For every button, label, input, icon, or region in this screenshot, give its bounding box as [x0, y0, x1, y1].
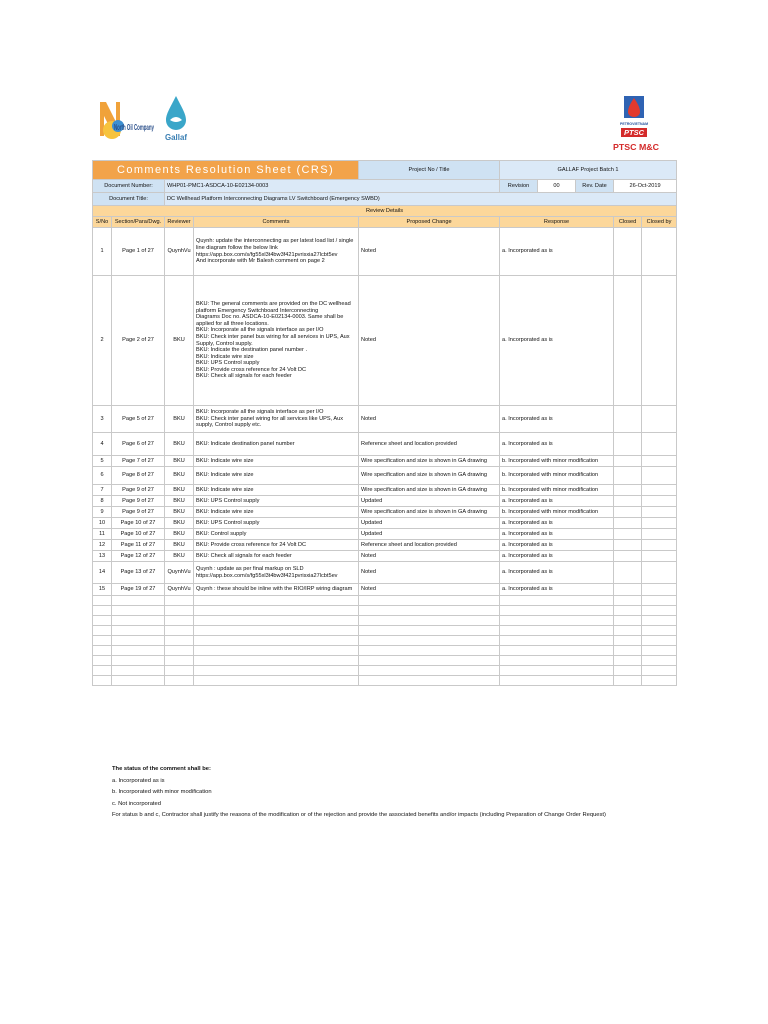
row-closed-by	[642, 507, 677, 518]
empty-row	[93, 666, 677, 676]
row-comments: BKU: The general comments are provided on the DC wellhead platform Emergency Switchboard Interconnecting Diagrams Doc no. ASDCA-10-E02134-0003. Same shall be applied for all three locations. BKU: Incorporate all the signals interface as per I/O BKU: Check inter panel bus wiring for all services in UPS, Aux Supply, Control supply. BKU: Indicate the destination panel number . BKU: Indicate wire size BKU: UPS Control supply BKU: Provide cross reference for 24 Volt DC BKU: Check all signals for each feeder	[194, 276, 359, 406]
gallaf-logo	[162, 94, 190, 144]
empty-cell	[194, 666, 359, 676]
empty-cell	[112, 636, 165, 646]
table-row	[93, 456, 677, 467]
empty-cell	[359, 656, 500, 666]
row-section: Page 7 of 27	[112, 456, 165, 467]
row-proposed-change: Wire specification and size is shown in GA drawing	[359, 456, 500, 467]
empty-cell	[112, 656, 165, 666]
row-closed	[614, 276, 642, 406]
row-response: a. Incorporated as is	[500, 551, 614, 562]
row-sno: 5	[93, 456, 112, 467]
row-response: a. Incorporated as is	[500, 529, 614, 540]
col-header-sno: S/No	[93, 217, 112, 228]
row-comments: Quynh: update the interconnecting as per latest load list / single line diagram follow the below link https://app.box.com/s/fg55xl3t4bw3f421pvrisxia27lcbt5ev And incorporate with Mr Balesh comment on page 2	[194, 228, 359, 276]
row-sno: 8	[93, 496, 112, 507]
row-response: a. Incorporated as is	[500, 433, 614, 456]
row-closed-by	[642, 518, 677, 529]
project-value: GALLAF Project Batch 1	[500, 161, 677, 180]
empty-cell	[165, 676, 194, 686]
row-response: b. Incorporated with minor modification	[500, 467, 614, 485]
empty-cell	[359, 666, 500, 676]
row-reviewer: BKU	[165, 507, 194, 518]
table-row	[93, 540, 677, 551]
row-reviewer: BKU	[165, 529, 194, 540]
empty-cell	[614, 636, 642, 646]
empty-row	[93, 656, 677, 666]
row-section: Page 19 of 27	[112, 584, 165, 596]
row-section: Page 8 of 27	[112, 467, 165, 485]
empty-cell	[359, 616, 500, 626]
row-closed-by	[642, 540, 677, 551]
empty-cell	[500, 656, 614, 666]
row-reviewer: QuynhVu	[165, 228, 194, 276]
row-closed	[614, 456, 642, 467]
empty-cell	[194, 626, 359, 636]
row-sno: 10	[93, 518, 112, 529]
empty-cell	[642, 656, 677, 666]
empty-row	[93, 676, 677, 686]
empty-cell	[500, 616, 614, 626]
row-sno: 14	[93, 562, 112, 584]
row-section: Page 1 of 27	[112, 228, 165, 276]
doc-title-label: Document Title:	[93, 193, 165, 206]
row-section: Page 10 of 27	[112, 518, 165, 529]
row-closed-by	[642, 456, 677, 467]
empty-cell	[112, 676, 165, 686]
empty-cell	[93, 646, 112, 656]
row-section: Page 9 of 27	[112, 496, 165, 507]
revision-label: Revision	[500, 180, 537, 192]
empty-cell	[194, 606, 359, 616]
row-reviewer: BKU	[165, 540, 194, 551]
empty-cell	[165, 606, 194, 616]
row-closed-by	[642, 496, 677, 507]
empty-row	[93, 606, 677, 616]
row-section: Page 6 of 27	[112, 433, 165, 456]
empty-cell	[614, 606, 642, 616]
row-reviewer: BKU	[165, 518, 194, 529]
row-closed	[614, 406, 642, 433]
empty-row	[93, 616, 677, 626]
row-sno: 15	[93, 584, 112, 596]
row-closed	[614, 584, 642, 596]
empty-cell	[165, 596, 194, 606]
empty-cell	[359, 676, 500, 686]
empty-cell	[614, 656, 642, 666]
row-comments: BKU: Provide cross reference for 24 Volt DC	[194, 540, 359, 551]
status-legend	[112, 764, 606, 822]
row-section: Page 13 of 27	[112, 562, 165, 584]
row-proposed-change: Updated	[359, 518, 500, 529]
empty-cell	[165, 666, 194, 676]
empty-cell	[112, 596, 165, 606]
empty-cell	[642, 636, 677, 646]
empty-cell	[112, 616, 165, 626]
row-comments: BKU: UPS Control supply	[194, 518, 359, 529]
table-row	[93, 529, 677, 540]
row-closed	[614, 562, 642, 584]
table-row	[93, 496, 677, 507]
table-row	[93, 518, 677, 529]
row-closed	[614, 540, 642, 551]
empty-cell	[93, 656, 112, 666]
empty-cell	[165, 656, 194, 666]
row-proposed-change: Noted	[359, 406, 500, 433]
empty-cell	[194, 636, 359, 646]
empty-row	[93, 626, 677, 636]
row-response: a. Incorporated as is	[500, 496, 614, 507]
row-comments: BKU: UPS Control supply	[194, 496, 359, 507]
table-row	[93, 433, 677, 456]
row-section: Page 5 of 27	[112, 406, 165, 433]
row-response: a. Incorporated as is	[500, 518, 614, 529]
doc-number-value: WHP01-PMC1-ASDCA-10-E02134-0003	[165, 180, 500, 193]
table-row	[93, 406, 677, 433]
ptsc-logo	[612, 94, 660, 158]
empty-cell	[194, 596, 359, 606]
row-sno: 11	[93, 529, 112, 540]
row-response: a. Incorporated as is	[500, 406, 614, 433]
empty-cell	[614, 596, 642, 606]
ptsc-logo-mid-text: PTSC	[624, 130, 646, 137]
empty-cell	[614, 676, 642, 686]
row-sno: 2	[93, 276, 112, 406]
doc-number-label: Document Number:	[93, 180, 165, 193]
empty-cell	[112, 666, 165, 676]
empty-cell	[112, 626, 165, 636]
empty-cell	[165, 626, 194, 636]
table-row	[93, 485, 677, 496]
row-response: a. Incorporated as is	[500, 562, 614, 584]
empty-row	[93, 646, 677, 656]
row-sno: 9	[93, 507, 112, 518]
empty-cell	[112, 606, 165, 616]
col-header-proposed-change: Proposed Change	[359, 217, 500, 228]
table-row	[93, 276, 677, 406]
row-section: Page 10 of 27	[112, 529, 165, 540]
row-response: b. Incorporated with minor modification	[500, 507, 614, 518]
empty-cell	[500, 636, 614, 646]
col-header-closed-by: Closed by	[642, 217, 677, 228]
row-proposed-change: Updated	[359, 496, 500, 507]
row-sno: 4	[93, 433, 112, 456]
row-comments: BKU: Check all signals for each feeder	[194, 551, 359, 562]
legend-note: For status b and c, Contractor shall justify the reasons of the modification or of the rejection and provide the associated benefits and/or impacts (including Preparation of Change Order Request)	[112, 812, 606, 818]
row-closed-by	[642, 467, 677, 485]
empty-cell	[614, 616, 642, 626]
rev-date-label: Rev. Date	[575, 180, 613, 192]
row-comments: BKU: Indicate wire size	[194, 456, 359, 467]
north-oil-logo-text: North Oil Company	[114, 123, 155, 132]
empty-cell	[500, 596, 614, 606]
empty-cell	[500, 666, 614, 676]
row-reviewer: BKU	[165, 485, 194, 496]
empty-cell	[93, 636, 112, 646]
empty-cell	[194, 656, 359, 666]
empty-cell	[359, 646, 500, 656]
empty-cell	[194, 616, 359, 626]
gallaf-logo-text: Gallaf	[165, 133, 188, 142]
row-proposed-change: Noted	[359, 276, 500, 406]
empty-cell	[642, 646, 677, 656]
col-header-comments: Comments	[194, 217, 359, 228]
row-closed-by	[642, 551, 677, 562]
row-section: Page 2 of 27	[112, 276, 165, 406]
ptsc-logo-bottom-text: PTSC M&C	[613, 142, 659, 152]
empty-cell	[93, 596, 112, 606]
empty-cell	[500, 606, 614, 616]
row-reviewer: QuynhVu	[165, 584, 194, 596]
table-row	[93, 551, 677, 562]
row-sno: 6	[93, 467, 112, 485]
empty-cell	[642, 616, 677, 626]
north-oil-company-logo	[98, 96, 158, 142]
row-reviewer: BKU	[165, 406, 194, 433]
empty-cell	[93, 606, 112, 616]
empty-cell	[359, 606, 500, 616]
row-sno: 3	[93, 406, 112, 433]
row-proposed-change: Wire specification and size is shown in GA drawing	[359, 507, 500, 518]
row-proposed-change: Reference sheet and location provided	[359, 540, 500, 551]
table-row	[93, 467, 677, 485]
row-comments: BKU: Indicate wire size	[194, 467, 359, 485]
empty-cell	[642, 676, 677, 686]
row-closed-by	[642, 485, 677, 496]
row-section: Page 9 of 27	[112, 485, 165, 496]
row-response: a. Incorporated as is	[500, 540, 614, 551]
row-sno: 12	[93, 540, 112, 551]
empty-cell	[642, 596, 677, 606]
empty-cell	[93, 676, 112, 686]
row-reviewer: BKU	[165, 551, 194, 562]
row-response: a. Incorporated as is	[500, 584, 614, 596]
empty-cell	[642, 666, 677, 676]
row-proposed-change: Noted	[359, 584, 500, 596]
row-reviewer: BKU	[165, 433, 194, 456]
legend-heading: The status of the comment shall be:	[112, 766, 211, 772]
row-closed	[614, 496, 642, 507]
row-comments: Quynh : these should be inline with the RIO/IRP wiring diagram	[194, 584, 359, 596]
empty-cell	[112, 646, 165, 656]
empty-row	[93, 636, 677, 646]
row-proposed-change: Wire specification and size is shown in GA drawing	[359, 485, 500, 496]
table-row	[93, 584, 677, 596]
row-proposed-change: Noted	[359, 562, 500, 584]
row-sno: 13	[93, 551, 112, 562]
empty-cell	[500, 676, 614, 686]
row-proposed-change: Noted	[359, 228, 500, 276]
row-comments: BKU: Control supply	[194, 529, 359, 540]
doc-title-value: DC Wellhead Platform Interconnecting Diagrams LV Switchboard (Emergency SWBD)	[165, 193, 677, 206]
row-sno: 7	[93, 485, 112, 496]
empty-row	[93, 596, 677, 606]
row-reviewer: BKU	[165, 456, 194, 467]
row-response: a. Incorporated as is	[500, 276, 614, 406]
row-section: Page 9 of 27	[112, 507, 165, 518]
row-section: Page 12 of 27	[112, 551, 165, 562]
crs-title: Comments Resolution Sheet (CRS)	[93, 161, 359, 180]
empty-cell	[93, 616, 112, 626]
empty-cell	[165, 646, 194, 656]
row-closed	[614, 518, 642, 529]
row-response: a. Incorporated as is	[500, 228, 614, 276]
legend-item-c: c. Not incorporated	[112, 800, 161, 807]
row-proposed-change: Reference sheet and location provided	[359, 433, 500, 456]
empty-cell	[359, 596, 500, 606]
legend-item-a: a. Incorporated as is	[112, 777, 165, 784]
row-closed	[614, 551, 642, 562]
empty-cell	[500, 626, 614, 636]
col-header-response: Response	[500, 217, 614, 228]
table-row	[93, 228, 677, 276]
col-header-reviewer: Reviewer	[165, 217, 194, 228]
ptsc-logo-top-text: PETROVIETNAM	[620, 121, 649, 126]
row-comments: BKU: Indicate destination panel number	[194, 433, 359, 456]
review-details-header: Review Details	[93, 206, 677, 217]
empty-cell	[93, 626, 112, 636]
logo-area	[0, 0, 768, 160]
empty-cell	[93, 666, 112, 676]
row-response: b. Incorporated with minor modification	[500, 456, 614, 467]
empty-cell	[194, 646, 359, 656]
row-closed-by	[642, 406, 677, 433]
row-comments: Quynh : update as per final markup on SLD https://app.box.com/s/fg55xl3t4bw3f421pvrisxia27lcbt5ev	[194, 562, 359, 584]
row-comments: BKU: Indicate wire size	[194, 507, 359, 518]
revision-cell	[500, 180, 614, 193]
row-reviewer: BKU	[165, 467, 194, 485]
col-header-closed: Closed	[614, 217, 642, 228]
row-closed-by	[642, 529, 677, 540]
rev-date-value: 26-Oct-2019	[614, 180, 677, 193]
row-closed	[614, 529, 642, 540]
row-proposed-change: Wire specification and size is shown in GA drawing	[359, 467, 500, 485]
empty-cell	[614, 646, 642, 656]
row-section: Page 11 of 27	[112, 540, 165, 551]
row-proposed-change: Updated	[359, 529, 500, 540]
empty-cell	[165, 636, 194, 646]
row-reviewer: BKU	[165, 276, 194, 406]
legend-item-b: b. Incorporated with minor modification	[112, 789, 212, 795]
row-closed	[614, 467, 642, 485]
empty-cell	[642, 626, 677, 636]
row-comments: BKU: Incorporate all the signals interface as per I/O BKU: Check inter panel wiring for all services like UPS, Aux supply, Control supply etc.	[194, 406, 359, 433]
empty-cell	[642, 606, 677, 616]
empty-cell	[359, 626, 500, 636]
row-closed-by	[642, 562, 677, 584]
row-closed-by	[642, 584, 677, 596]
row-reviewer: BKU	[165, 496, 194, 507]
empty-cell	[359, 636, 500, 646]
crs-table	[92, 160, 677, 686]
empty-cell	[165, 616, 194, 626]
row-closed-by	[642, 228, 677, 276]
project-label: Project No / Title	[359, 161, 500, 180]
col-header-section: Section/Para/Dwg.	[112, 217, 165, 228]
table-row	[93, 507, 677, 518]
row-closed-by	[642, 276, 677, 406]
empty-cell	[500, 646, 614, 656]
empty-cell	[614, 626, 642, 636]
row-closed-by	[642, 433, 677, 456]
row-closed	[614, 433, 642, 456]
revision-value: 00	[537, 180, 575, 192]
empty-cell	[194, 676, 359, 686]
table-row	[93, 562, 677, 584]
row-proposed-change: Noted	[359, 551, 500, 562]
row-response: b. Incorporated with minor modification	[500, 485, 614, 496]
row-reviewer: QuynhVu	[165, 562, 194, 584]
row-closed	[614, 485, 642, 496]
row-sno: 1	[93, 228, 112, 276]
row-closed	[614, 228, 642, 276]
row-comments: BKU: Indicate wire size	[194, 485, 359, 496]
empty-cell	[614, 666, 642, 676]
row-closed	[614, 507, 642, 518]
